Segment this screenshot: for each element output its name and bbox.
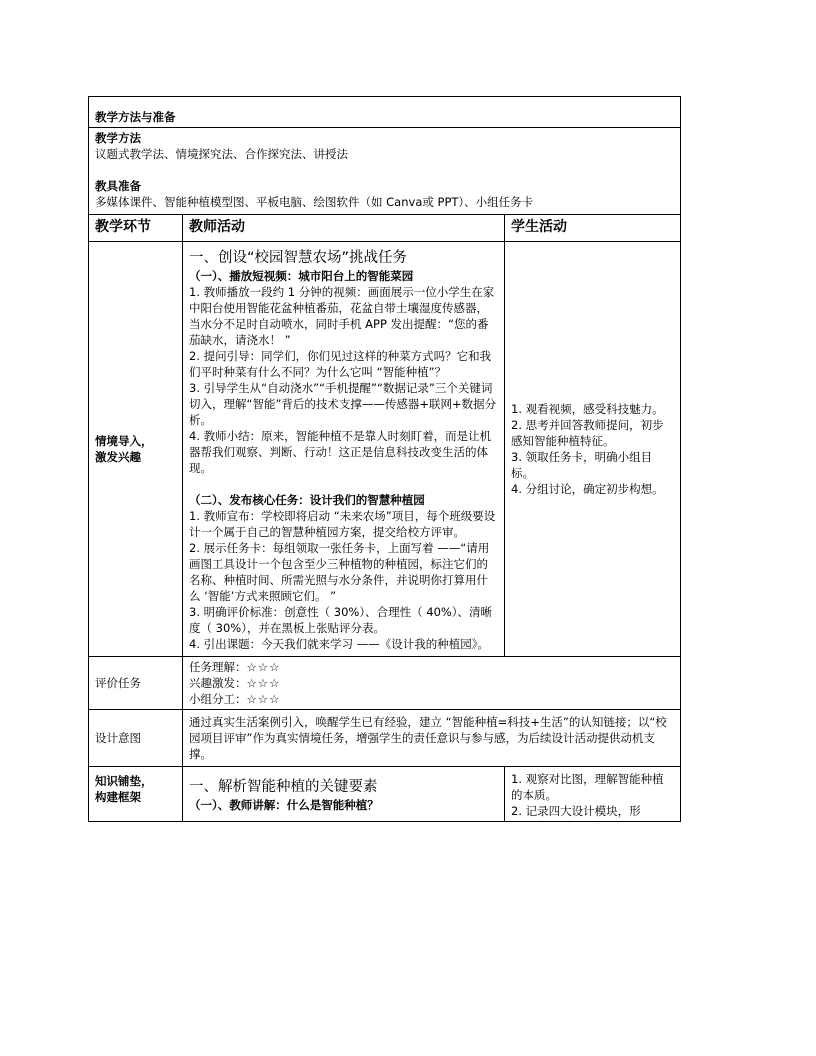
section-title: 教学方法与准备	[89, 97, 681, 128]
stage1-student-line: 1. 观看视频，感受科技魅力。	[511, 402, 664, 416]
stage1-part1-title: （一）、播放短视频：城市阳台上的智能菜园	[189, 269, 414, 283]
stage1-student-line: 2. 思考并回答教师提问，初步感知智能种植特征。	[511, 418, 664, 448]
stage1-name: 情境导入， 激发兴趣	[89, 242, 183, 657]
design-intent-text: 通过真实生活案例引入，唤醒学生已有经验，建立 “智能种植=科技+生活”的认知链接；以“校园项目评审”作为真实情境任务，增强学生的责任意识与参与感，为后续设计活动提供动机支撑。	[183, 710, 681, 767]
stage1-part2-line: 2. 展示任务卡：每组领取一张任务卡，上面写着 ——“请用画图工具设计一个包含至少三种植物的种植园，标注它们的名称、种植时间、所需光照与水分条件，并说明你打算用什么 ‘智能’方式来照顾它们。 ”	[189, 541, 490, 603]
star-rating: ☆☆☆	[246, 692, 281, 706]
stage2-activity-title: 一、解析智能种植的关键要素	[189, 779, 378, 795]
stage1-student-line: 3. 领取任务卡，明确小组目标。	[511, 450, 653, 480]
design-intent-row	[89, 710, 681, 767]
method-text: 议题式教学法、情境探究法、合作探究法、讲授法	[95, 147, 348, 161]
stage2-part1-title: （一）、教师讲解：什么是智能种植？	[189, 798, 379, 812]
stage2-student-line: 2. 记录四大设计模块，形	[511, 804, 641, 818]
methods-body-row	[89, 128, 681, 215]
evaluation-item	[189, 691, 674, 707]
stage1-part1-line: 1. 教师播放一段约 1 分钟的视频：画面展示一位小学生在家中阳台使用智能花盆种植番茄，花盆自带土壤湿度传感器，当水分不足时自动喷水，同时手机 APP 发出提醒：“您的番茄缺水，请浇水！ ”	[189, 285, 495, 347]
table-header-row	[89, 215, 681, 242]
methods-title-row	[89, 97, 681, 128]
stage1-part2-line: 4. 引出课题：今天我们就来学习 ——《设计我的种植园》。	[189, 637, 490, 651]
star-rating: ☆☆☆	[246, 660, 281, 674]
stage2-student-line: 1. 观察对比图，理解智能种植的本质。	[511, 772, 664, 802]
star-rating: ☆☆☆	[246, 676, 281, 690]
lesson-plan-table	[88, 96, 681, 822]
stage2-row	[89, 767, 681, 822]
header-student: 学生活动	[505, 215, 681, 242]
stage2-name: 知识铺垫， 构建框架	[89, 767, 183, 822]
evaluation-item-name: 任务理解：	[189, 660, 247, 674]
evaluation-item-name: 兴趣激发：	[189, 676, 247, 690]
stage1-activity-title: 一、创设“校园智慧农场”挑战任务	[189, 250, 408, 266]
stage1-part2-line: 1. 教师宣布：学校即将启动 “未来农场”项目，每个班级要设计一个属于自己的智慧种植园方案，提交给校方评审。	[189, 509, 496, 539]
method-heading: 教学方法	[95, 131, 141, 145]
stage1-part2-title: （二）、发布核心任务：设计我们的智慧种植园	[189, 493, 425, 507]
stage1-part1-line: 3. 引导学生从“自动浇水”“手机提醒”“数据记录”三个关键词切入，理解“智能”背后的技术支撑——传感器+联网+数据分析。	[189, 381, 497, 427]
evaluation-label: 评价任务	[89, 657, 183, 710]
evaluation-row	[89, 657, 681, 710]
header-teacher: 教师活动	[183, 215, 505, 242]
stage1-part1-line: 4. 教师小结：原来，智能种植不是靠人时刻盯着，而是让机器帮我们观察、判断、行动！这正是信息科技改变生活的体现。	[189, 429, 492, 475]
design-intent-label: 设计意图	[89, 710, 183, 767]
stage1-part2-line: 3. 明确评价标准：创意性（ 30%）、合理性（ 40%）、清晰度（ 30%），并在黑板上张贴评分表。	[189, 605, 493, 635]
header-stage: 教学环节	[89, 215, 183, 242]
stage1-student-line: 4. 分组讨论，确定初步构想。	[511, 482, 664, 496]
tools-text: 多媒体课件、智能种植模型图、平板电脑、绘图软件（如 Canva或 PPT）、小组任务卡	[95, 195, 534, 209]
tools-heading: 教具准备	[95, 179, 141, 193]
evaluation-item	[189, 659, 674, 675]
evaluation-item	[189, 675, 674, 691]
stage1-row	[89, 242, 681, 657]
evaluation-item-name: 小组分工：	[189, 692, 247, 706]
stage1-part1-line: 2. 提问引导：同学们，你们见过这样的种菜方式吗？它和我们平时种菜有什么不同？为什么它叫 “智能种植”？	[189, 349, 492, 379]
